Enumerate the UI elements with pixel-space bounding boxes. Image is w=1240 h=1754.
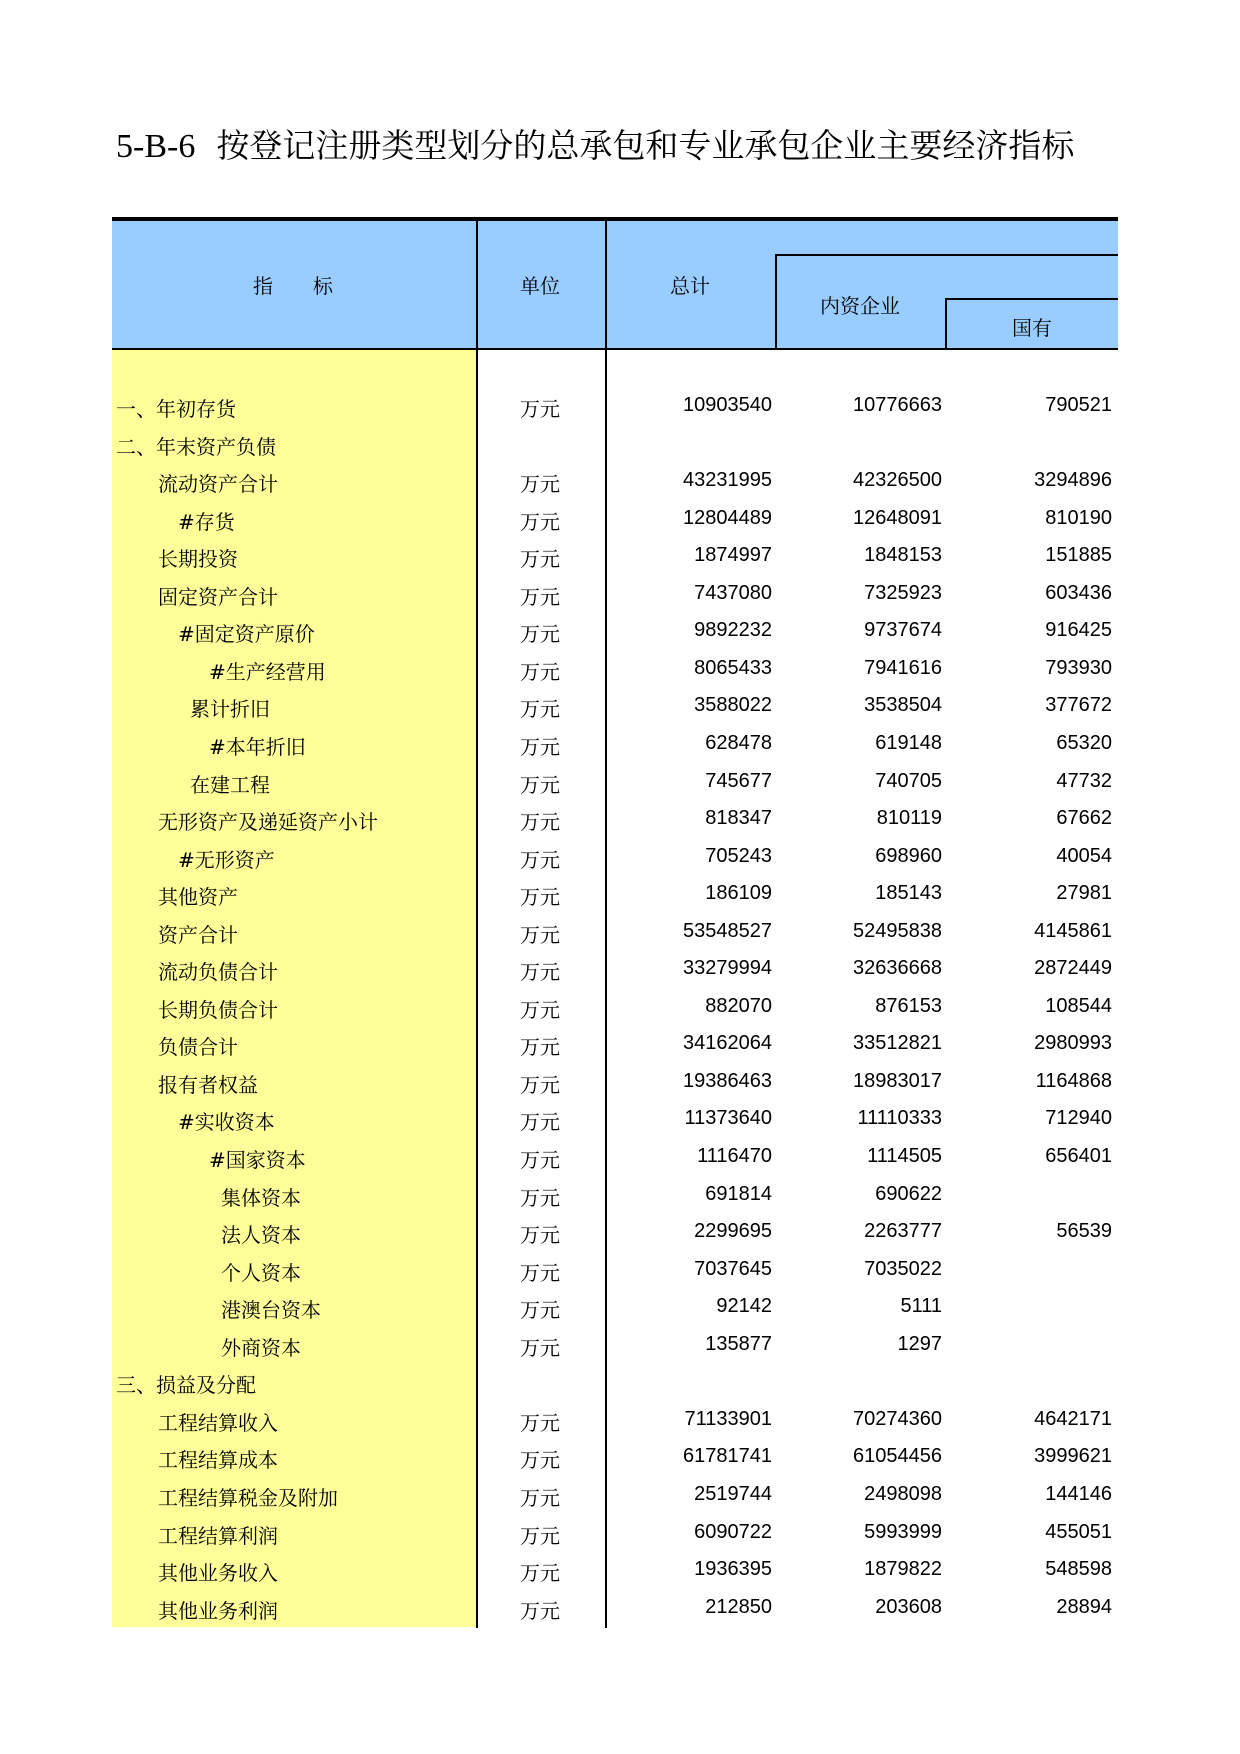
table-row: [112, 1024, 1118, 1062]
row-label: 长期负债合计: [158, 997, 278, 1022]
header-line-state-owned: [945, 298, 1118, 300]
row-unit: 万元: [520, 847, 560, 872]
table-row: [112, 724, 1118, 762]
row-label: #存货: [178, 509, 235, 534]
total-value: 2299695: [694, 1220, 772, 1243]
header-unit: 单位: [520, 274, 560, 298]
table-row: [112, 611, 1118, 649]
state-owned-value: 67662: [1056, 807, 1112, 830]
row-unit: 万元: [520, 1335, 560, 1360]
domestic-value: 10776663: [853, 394, 942, 416]
total-value: 2519744: [694, 1482, 772, 1505]
domestic-value: 5111: [900, 1295, 942, 1318]
row-label: 工程结算成本: [158, 1448, 278, 1473]
row-unit: 万元: [520, 960, 560, 985]
row-unit: 万元: [520, 1561, 560, 1586]
table-row: [112, 499, 1118, 537]
col-divider-domestic: [945, 298, 947, 350]
total-value: 8065433: [694, 656, 772, 679]
table-row: [112, 1250, 1118, 1288]
row-unit: 万元: [520, 1223, 560, 1248]
domestic-value: 32636668: [853, 957, 942, 980]
row-label: 集体资本: [221, 1185, 301, 1210]
state-owned-value: 144146: [1045, 1482, 1112, 1505]
state-owned-value: 2872449: [1034, 957, 1112, 980]
row-unit: 万元: [520, 1072, 560, 1097]
table-row: [112, 1062, 1118, 1100]
state-owned-value: 916425: [1045, 619, 1112, 642]
row-label: 资产合计: [158, 922, 238, 947]
row-unit: 万元: [520, 622, 560, 647]
row-unit: 万元: [520, 885, 560, 910]
table-row: [112, 1588, 1118, 1626]
row-unit: 万元: [520, 1110, 560, 1135]
row-label: #无形资产: [178, 847, 275, 872]
row-unit: 万元: [520, 1148, 560, 1172]
table-row: [112, 386, 1118, 424]
header-indicator: 指 标: [253, 274, 333, 298]
table-row: [112, 1362, 1118, 1400]
table-row: [112, 1475, 1118, 1513]
total-value: 53548527: [683, 919, 772, 942]
row-label: 其他业务利润: [158, 1598, 278, 1623]
row-label: 工程结算税金及附加: [158, 1485, 338, 1510]
row-label: #生产经营用: [209, 659, 326, 684]
table-row: [112, 762, 1118, 800]
row-unit: 万元: [520, 1598, 560, 1623]
row-label: #国家资本: [209, 1148, 306, 1172]
table-row: [112, 949, 1118, 987]
total-value: 1874997: [694, 544, 772, 567]
row-label: 其他资产: [158, 885, 238, 910]
row-unit: 万元: [520, 1260, 560, 1285]
domestic-value: 1297: [897, 1332, 942, 1355]
row-label: 负债合计: [158, 1035, 238, 1060]
row-label: 在建工程: [190, 772, 270, 797]
total-value: 745677: [705, 769, 772, 792]
total-value: 34162064: [683, 1032, 772, 1055]
row-label: 其他业务收入: [158, 1561, 278, 1586]
page-title: [116, 120, 1074, 167]
domestic-value: 11110333: [857, 1107, 942, 1130]
table-row: [112, 987, 1118, 1025]
row-unit: 万元: [520, 1035, 560, 1060]
total-value: 1936395: [694, 1558, 772, 1581]
row-unit: 万元: [520, 509, 560, 534]
row-label: 三、损益及分配: [116, 1373, 256, 1398]
total-value: 3588022: [694, 694, 772, 717]
row-label: #固定资产原价: [178, 622, 315, 647]
header-state-owned: 国有: [1012, 316, 1052, 340]
total-value: 1116470: [697, 1145, 772, 1167]
state-owned-value: 28894: [1056, 1595, 1112, 1618]
total-value: 6090722: [694, 1520, 772, 1543]
row-label: 工程结算收入: [158, 1410, 278, 1435]
domestic-value: 1114505: [867, 1145, 942, 1167]
row-label: 外商资本: [221, 1335, 301, 1360]
domestic-value: 1879822: [864, 1558, 942, 1581]
row-label: 一、年初存货: [116, 397, 236, 421]
row-unit: 万元: [520, 772, 560, 797]
table-row: [112, 799, 1118, 837]
row-unit: 万元: [520, 1185, 560, 1210]
table-row: [112, 837, 1118, 875]
total-value: 818347: [705, 807, 772, 830]
domestic-value: 810119: [876, 807, 942, 830]
table-row: [112, 874, 1118, 912]
domestic-value: 3538504: [864, 694, 942, 717]
domestic-value: 33512821: [853, 1032, 942, 1055]
table-row: [112, 1550, 1118, 1588]
table-row: [112, 1175, 1118, 1213]
total-value: 186109: [705, 882, 772, 905]
state-owned-value: 810190: [1045, 506, 1112, 529]
total-value: 71133901: [684, 1407, 772, 1430]
table-row: [112, 461, 1118, 499]
table-row: [112, 424, 1118, 462]
table-row: [112, 1325, 1118, 1363]
domestic-value: 7941616: [864, 656, 942, 679]
total-value: 92142: [716, 1295, 772, 1318]
row-label: 港澳台资本: [221, 1298, 321, 1323]
domestic-value: 61054456: [853, 1445, 942, 1468]
domestic-value: 18983017: [853, 1069, 942, 1092]
row-label: 流动资产合计: [158, 472, 278, 497]
header-line-domestic: [775, 254, 1118, 256]
domestic-value: 2263777: [864, 1220, 942, 1243]
domestic-value: 9737674: [864, 619, 942, 642]
row-unit: 万元: [520, 1410, 560, 1435]
total-value: 628478: [705, 731, 772, 754]
total-value: 705243: [705, 844, 772, 867]
state-owned-value: 793930: [1045, 656, 1112, 679]
total-value: 43231995: [683, 469, 772, 492]
row-unit: 万元: [520, 734, 560, 759]
table-row: [112, 1137, 1118, 1175]
domestic-value: 5993999: [864, 1520, 942, 1543]
table-row: [112, 536, 1118, 574]
total-value: 212850: [705, 1595, 772, 1618]
row-label: 固定资产合计: [158, 584, 278, 609]
total-value: 7037645: [694, 1257, 772, 1280]
row-label: 报有者权益: [158, 1072, 258, 1097]
state-owned-value: 56539: [1056, 1220, 1112, 1243]
domestic-value: 42326500: [853, 469, 942, 492]
state-owned-value: 151885: [1045, 544, 1112, 567]
col-divider-total: [775, 254, 777, 350]
total-value: 33279994: [683, 957, 772, 980]
total-value: 10903540: [683, 394, 772, 416]
total-value: 61781741: [683, 1445, 772, 1468]
state-owned-value: 108544: [1045, 994, 1112, 1017]
row-unit: 万元: [520, 1448, 560, 1473]
row-label: 无形资产及递延资产小计: [158, 810, 378, 835]
state-owned-value: 3294896: [1034, 469, 1112, 492]
row-unit: 万元: [520, 547, 560, 572]
row-unit: 万元: [520, 1298, 560, 1323]
row-label: 累计折旧: [190, 697, 270, 722]
state-owned-value: 656401: [1045, 1145, 1112, 1167]
domestic-value: 12648091: [853, 506, 942, 529]
state-owned-value: 4642171: [1034, 1407, 1112, 1430]
row-unit: 万元: [520, 997, 560, 1022]
row-label: #本年折旧: [209, 734, 306, 759]
total-value: 691814: [705, 1182, 772, 1205]
table-title: 按登记注册类型划分的总承包和专业承包企业主要经济指标: [216, 126, 1075, 165]
domestic-value: 1848153: [864, 544, 942, 567]
domestic-value: 7325923: [864, 581, 942, 604]
domestic-value: 185143: [875, 882, 942, 905]
row-label: 流动负债合计: [158, 960, 278, 985]
header-domestic: 内资企业: [820, 294, 900, 318]
table-row: [112, 912, 1118, 950]
table-row: [112, 1400, 1118, 1438]
state-owned-value: 2980993: [1034, 1032, 1112, 1055]
domestic-value: 2498098: [864, 1482, 942, 1505]
domestic-value: 70274360: [853, 1407, 942, 1430]
row-label: 长期投资: [158, 547, 238, 572]
domestic-value: 740705: [875, 769, 942, 792]
state-owned-value: 712940: [1045, 1107, 1112, 1130]
row-label: 法人资本: [221, 1223, 301, 1248]
domestic-value: 698960: [875, 844, 942, 867]
state-owned-value: 377672: [1045, 694, 1112, 717]
row-unit: 万元: [520, 922, 560, 947]
row-unit: 万元: [520, 1523, 560, 1548]
state-owned-value: 40054: [1056, 844, 1112, 867]
state-owned-value: 65320: [1056, 731, 1112, 754]
row-unit: 万元: [520, 584, 560, 609]
table-row: [112, 686, 1118, 724]
domestic-value: 7035022: [864, 1257, 942, 1280]
table-row: [112, 1099, 1118, 1137]
row-unit: 万元: [520, 397, 560, 421]
total-value: 19386463: [683, 1069, 772, 1092]
row-label: 工程结算利润: [158, 1523, 278, 1548]
row-label: 个人资本: [221, 1260, 301, 1285]
row-label: #实收资本: [178, 1110, 275, 1135]
row-unit: 万元: [520, 472, 560, 497]
total-value: 12804489: [683, 506, 772, 529]
table-row: [112, 1212, 1118, 1250]
table-row: [112, 649, 1118, 687]
total-value: 882070: [705, 994, 772, 1017]
total-value: 9892232: [694, 619, 772, 642]
state-owned-value: 4145861: [1034, 919, 1112, 942]
total-value: 135877: [705, 1332, 772, 1355]
domestic-value: 619148: [875, 731, 942, 754]
table-code: 5-B-6: [116, 128, 196, 165]
domestic-value: 876153: [875, 994, 942, 1017]
state-owned-value: 1164868: [1035, 1069, 1112, 1092]
domestic-value: 690622: [875, 1182, 942, 1205]
table-row: [112, 574, 1118, 612]
state-owned-value: 455051: [1045, 1520, 1112, 1543]
header-total: 总计: [670, 274, 710, 298]
table-row: [112, 1437, 1118, 1475]
state-owned-value: 790521: [1045, 394, 1112, 416]
state-owned-value: 548598: [1045, 1558, 1112, 1581]
domestic-value: 52495838: [853, 919, 942, 942]
row-unit: 万元: [520, 697, 560, 722]
state-owned-value: 27981: [1056, 882, 1112, 905]
row-unit: 万元: [520, 659, 560, 684]
row-label: 二、年末资产负债: [116, 434, 276, 459]
row-unit: 万元: [520, 1485, 560, 1510]
state-owned-value: 603436: [1045, 581, 1112, 604]
row-unit: 万元: [520, 810, 560, 835]
state-owned-value: 47732: [1056, 769, 1112, 792]
table-row: [112, 1513, 1118, 1551]
total-value: 7437080: [694, 581, 772, 604]
domestic-value: 203608: [875, 1595, 942, 1618]
state-owned-value: 3999621: [1034, 1445, 1112, 1468]
table-row: [112, 1287, 1118, 1325]
total-value: 11373640: [684, 1107, 772, 1130]
